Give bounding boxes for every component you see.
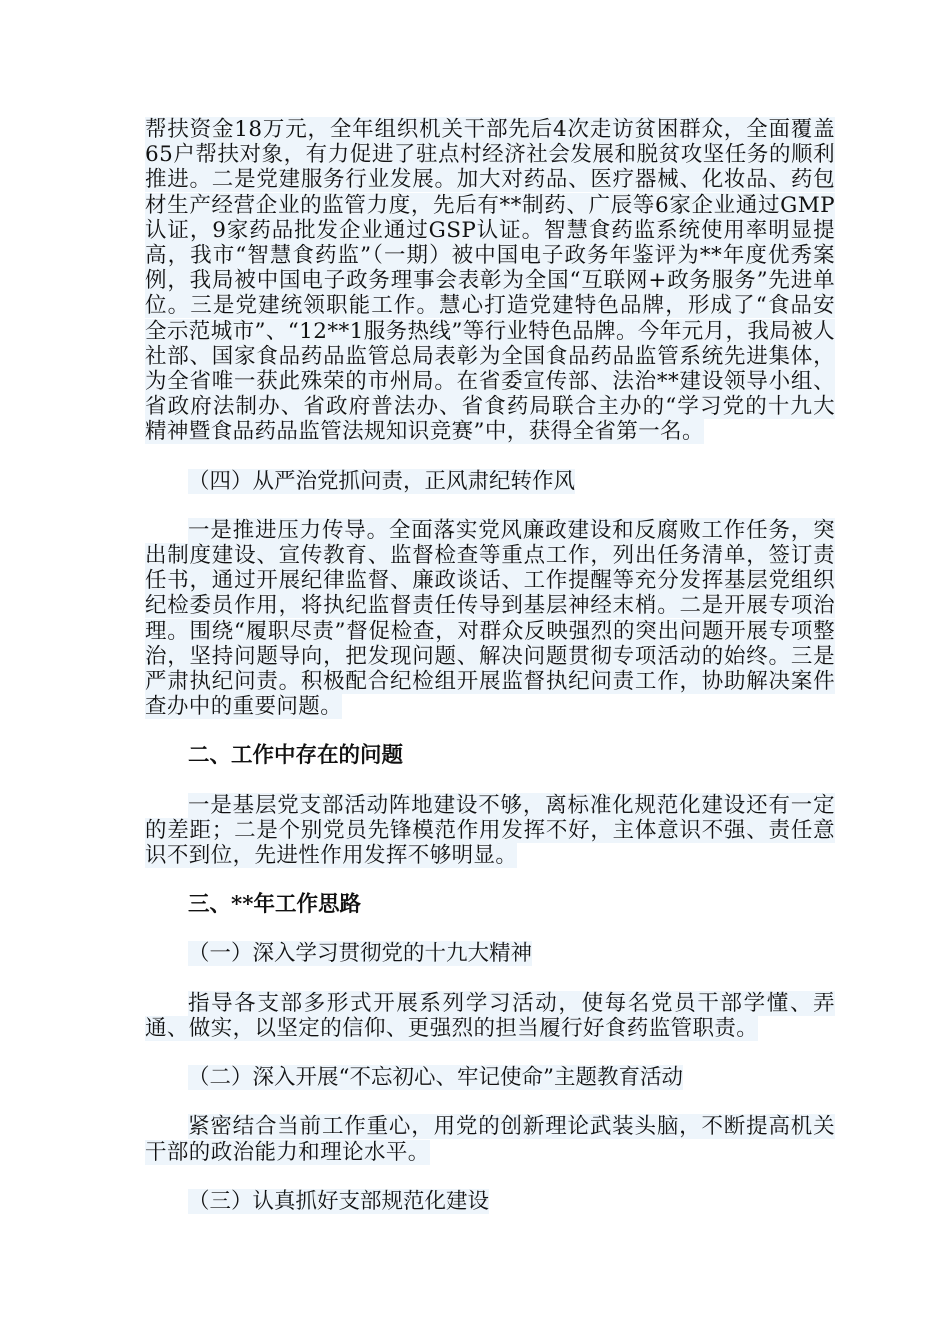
paragraph-text: 帮扶资金18万元，全年组织机关干部先后4次走访贫困群众，全面覆盖65户帮扶对象，有力促进了驻点村经济社会发展和脱贫攻坚任务的顺利推进。二是党建服务行业发展。加大对药品、医疗器械、化妆品、药包材生产经营企业的监管力度，先后有**制药、广辰等6家企业通过GMP认证，9家药品批发企业通过GSP认证。智慧食药监系统使用率明显提高，我市“智慧食药监”（一期）被中国电子政务年鉴评为**年度优秀案例，我局被中国电子政务理事会表彰为全国“互联网+政务服务”先进单位。三是党建统领职能工作。慧心打造党建特色品牌，形成了“食品安全示范城市”、“12**1服务热线”等行业特色品牌。今年元月，我局被人社部、国家食品药品监管总局表彰为全国食品药品监管系统先进集体，为全省唯一获此殊荣的市州局。在省委宣传部、法治**建设领导小组、省政府法制办、省政府普法办、省食药局联合主办的“学习党的十九大精神暨食品药品监管法规知识竞赛”中，获得全省第一名。	[145, 117, 836, 445]
paragraph-poverty-and-industry	[145, 117, 835, 445]
paragraph-text: 一是基层党支部活动阵地建设不够，离标准化规范化建设还有一定的差距；二是个别党员先锋模范作用发挥不好，主体意识不强、责任意识不到位，先进性作用发挥不够明显。	[145, 792, 835, 869]
section-heading-problems: 二、工作中存在的问题	[188, 743, 404, 769]
subheading-text: （二）深入开展“不忘初心、牢记使命”主题教育活动	[188, 1065, 683, 1091]
paragraph-text: 指导各支部多形式开展系列学习活动，使每名党员干部学懂、弄通、做实，以坚定的信仰、更强烈的担当履行好食药监管职责。	[145, 990, 835, 1041]
subheading-theme-education	[145, 1065, 835, 1090]
subheading-text: （三）认真抓好支部规范化建设	[188, 1188, 490, 1214]
subheading-strict-governance	[145, 469, 835, 494]
document-body	[145, 117, 835, 1238]
section-heading-work-plan: 三、**年工作思路	[188, 892, 361, 918]
paragraph-text: 一是推进压力传导。全面落实党风廉政建设和反腐败工作任务，突出制度建设、宣传教育、监督检查等重点工作，列出任务清单，签订责任书，通过开展纪律监督、廉政谈话、工作提醒等充分发挥基层党组织纪检委员作用，将执纪监督责任传导到基层神经末梢。二是开展专项治理。围绕“履职尽责”督促检查，对群众反映强烈的突出问题开展专项整治，坚持问题导向，把发现问题、解决问题贯彻专项活动的始终。三是严肃执纪问责。积极配合纪检组开展监督执纪问责工作，协助解决案件查办中的重要问题。	[145, 517, 835, 720]
paragraph-theory-arming	[145, 1114, 835, 1164]
paragraph-study-activities	[145, 991, 835, 1041]
subheading-text: （四）从严治党抓问责，正风肃纪转作风	[188, 468, 576, 494]
subheading-branch-standardization	[145, 1189, 835, 1214]
paragraph-pressure-transmission	[145, 518, 835, 720]
subheading-text: （一）深入学习贯彻党的十九大精神	[188, 941, 533, 967]
subheading-study-congress	[145, 941, 835, 966]
paragraph-problems	[145, 793, 835, 869]
paragraph-text: 紧密结合当前工作重心，用党的创新理论武装头脑，不断提高机关干部的政治能力和理论水平。	[145, 1114, 835, 1165]
